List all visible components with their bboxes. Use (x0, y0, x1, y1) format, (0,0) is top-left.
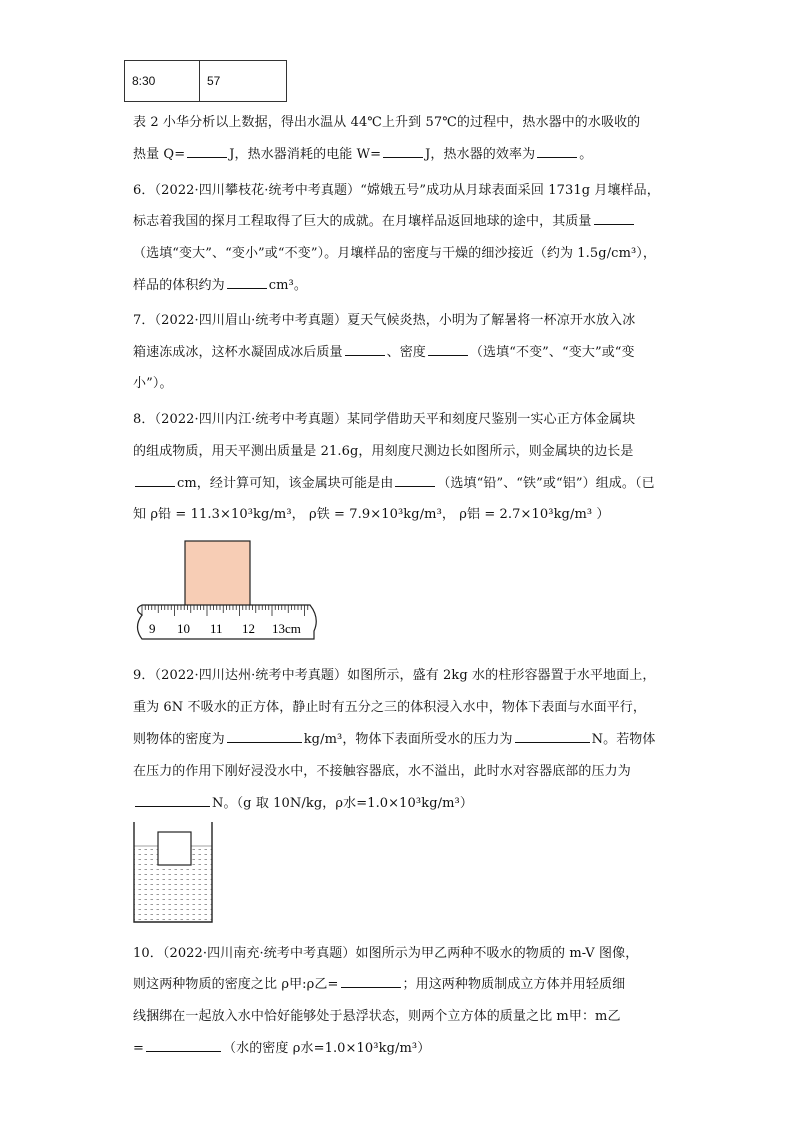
data-table (124, 60, 287, 102)
answer-blank[interactable] (135, 474, 175, 487)
answer-blank[interactable] (428, 343, 468, 356)
q9-line2: 重为 6N 不吸水的正方体，静止时有五分之三的体积浸入水中，物体下表面与水面平行， (133, 700, 647, 715)
q6-line2 (133, 210, 636, 229)
q10-text-b: （水的密度 ρ水=1.0×10³kg/m³） (223, 1041, 431, 1056)
answer-blank[interactable] (135, 794, 210, 807)
q6-text-a: 样品的体积约为 (133, 278, 225, 293)
q7-line1: 7．（2022·四川眉山·统考中考真题）夏天气候炎热，小明为了解暑将一杯凉开水放入冰 (133, 313, 636, 328)
q5-text-b: J，热水器消耗的电能 W= (229, 147, 382, 162)
q9-text-b: kg/m³，物体下表面所受水的压力为 (303, 732, 513, 747)
q9-line5 (133, 792, 473, 811)
q8-line2: 的组成物质，用天平测出质量是 21.6g，用刻度尺测边长如图所示，则金属块的边长是 (133, 444, 634, 459)
answer-blank[interactable] (341, 975, 401, 988)
q9-text-c: N。若物体 (591, 732, 656, 747)
q5-text-d: 。 (579, 147, 593, 162)
ruler-label: 9 (149, 621, 156, 636)
q7-text-b: 、密度 (386, 345, 426, 360)
q9-text: N。（g 取 10N/kg，ρ水=1.0×10³kg/m³） (212, 796, 473, 811)
q5-line1: 表 2 小华分析以上数据，得出水温从 44℃上升到 57℃的过程中，热水器中的水吸收的 (133, 115, 641, 130)
q6-line3: （选填“变大”、“变小”或“不变”）。月壤样品的密度与干燥的细沙接近（约为 1.5g/cm³）， (133, 246, 657, 261)
q9-line1: 9．（2022·四川达州·统考中考真题）如图所示，盛有 2kg 水的柱形容器置于水平地面上， (133, 668, 656, 683)
q5-text-a: 热量 Q= (133, 147, 186, 162)
table-cell-time: 8:30 (125, 61, 200, 102)
q9-line3 (133, 728, 656, 747)
ruler-label: 13cm (272, 621, 301, 636)
q10-text-a: 则这两种物质的密度之比 ρ甲:ρ乙= (133, 977, 339, 992)
q10-line3: 线捆绑在一起放入水中恰好能够处于悬浮状态，则两个立方体的质量之比 m甲：m乙 (133, 1009, 621, 1024)
ruler-label: 10 (177, 621, 190, 636)
table-cell-value: 57 (200, 61, 287, 102)
ruler-label: 12 (242, 621, 255, 636)
q10-text-a: = (133, 1041, 144, 1056)
q8-line3 (133, 472, 655, 491)
q7-line2 (133, 341, 635, 360)
q10-text-b: ；用这两种物质制成立方体并用轻质细 (402, 977, 626, 992)
q9-text-a: 则物体的密度为 (133, 732, 225, 747)
q7-text-a: 箱速冻成冰，这杯水凝固成冰后质量 (133, 345, 343, 360)
q7-line3: 小”）。 (133, 376, 173, 391)
q6-line1: 6．（2022·四川攀枝花·统考中考真题）“嫦娥五号”成功从月球表面采回 1731g 月壤样品， (133, 183, 660, 198)
q5-text-c: J，热水器的效率为 (425, 147, 536, 162)
q10-line4 (133, 1037, 430, 1056)
q9-line4: 在压力的作用下刚好浸没水中，不接触容器底，水不溢出，此时水对容器底部的压力为 (133, 764, 631, 779)
q8-line1: 8．（2022·四川内江·统考中考真题）某同学借助天平和刻度尺鉴别一实心正方体金属块 (133, 412, 636, 427)
q10-line1: 10．（2022·四川南充·统考中考真题）如图所示为甲乙两种不吸水的物质的 m-V 图像， (133, 946, 639, 961)
ruler-figure (128, 537, 323, 642)
table-row (125, 61, 287, 102)
q6-line4 (133, 274, 307, 293)
answer-blank[interactable] (345, 343, 385, 356)
q10-line2 (133, 973, 625, 992)
q8-line4: 知 ρ铅 = 11.3×10³kg/m³， ρ铁 = 7.9×10³kg/m³， ρ铝 = 2.7×10³kg/m³ ） (133, 507, 610, 522)
answer-blank[interactable] (187, 145, 227, 158)
floating-cube (158, 832, 191, 865)
q8-text-a: cm，经计算可知，该金属块可能是由 (177, 476, 394, 491)
q8-text-b: （选填“铅”、“铁”或“铝”）组成。（已 (437, 476, 655, 491)
answer-blank[interactable] (515, 730, 590, 743)
ruler-label: 11 (210, 621, 223, 636)
q6-text-b: cm³。 (268, 278, 307, 293)
q5-line2 (133, 143, 592, 162)
answer-blank[interactable] (537, 145, 577, 158)
q6-text: 标志着我国的探月工程取得了巨大的成就。在月壤样品返回地球的途中，其质量 (133, 214, 592, 229)
answer-blank[interactable] (227, 276, 267, 289)
answer-blank[interactable] (146, 1039, 221, 1052)
container-figure (132, 822, 217, 927)
answer-blank[interactable] (383, 145, 423, 158)
answer-blank[interactable] (227, 730, 302, 743)
q7-text-c: （选填“不变”、“变大”或“变 (469, 345, 635, 360)
metal-cube (185, 541, 250, 606)
answer-blank[interactable] (594, 212, 634, 225)
answer-blank[interactable] (395, 474, 435, 487)
